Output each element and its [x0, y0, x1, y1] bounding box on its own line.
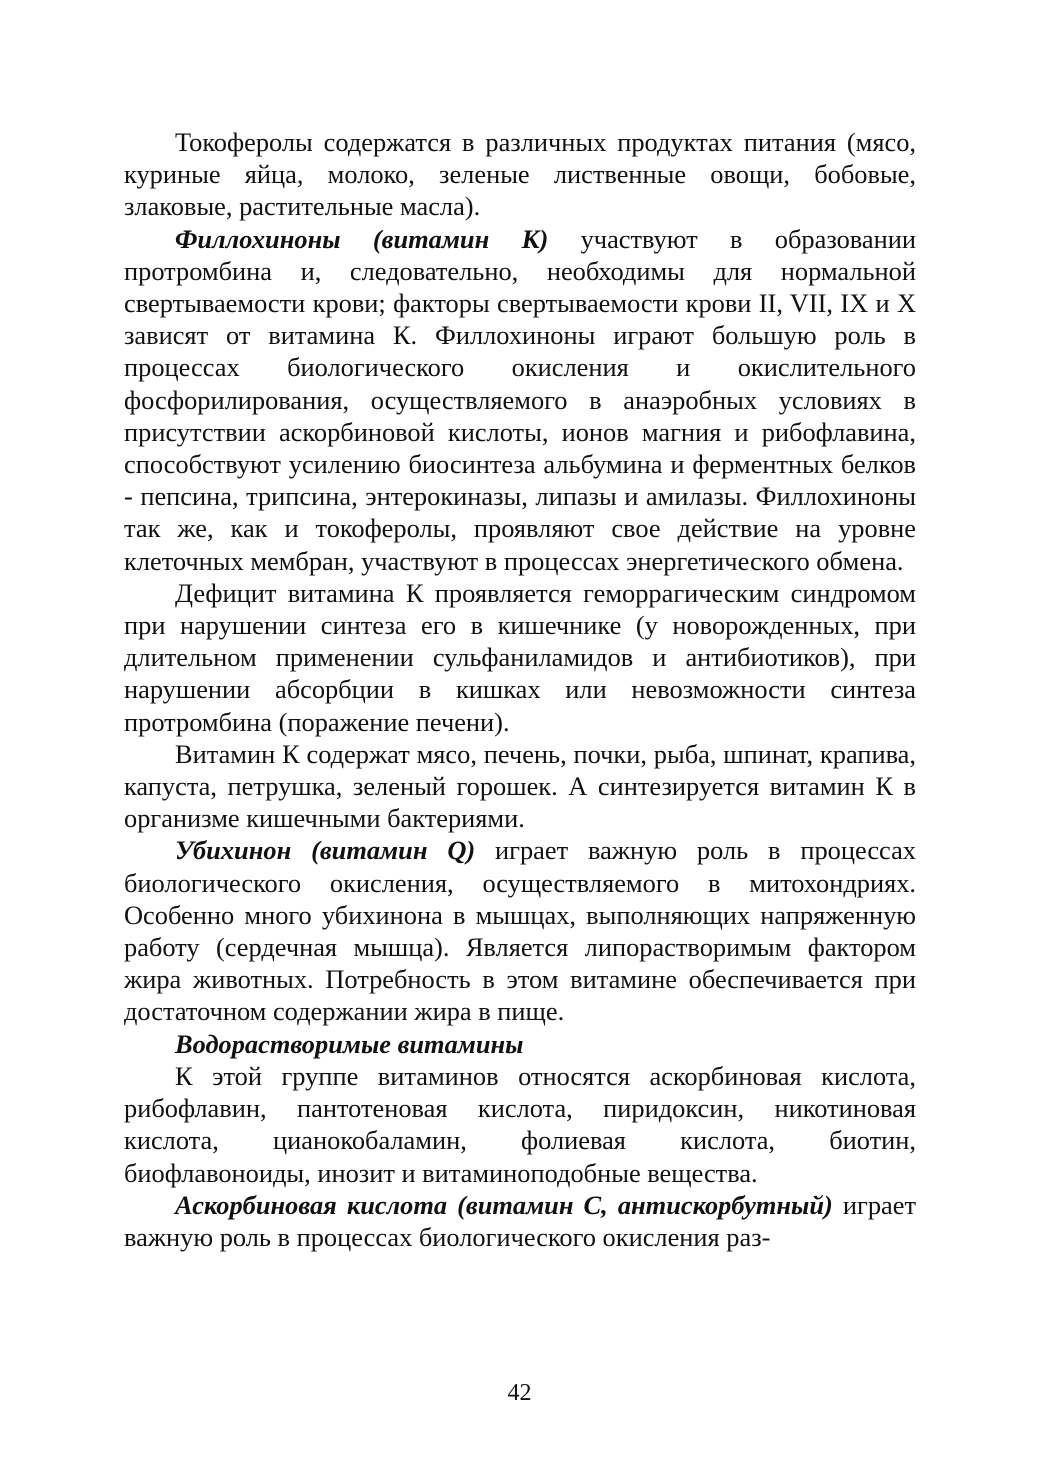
paragraph-tocopherol-sources: Токоферолы содержатся в различных продуктах питания (мясо, куриные яйца, молоко, зеленые лиственные овощи, бобовые, злаковые, растительные масла).	[124, 127, 916, 222]
term-phylloquinone: Филлохиноны (витамин К)	[175, 223, 549, 254]
paragraph-ascorbic-acid	[124, 1189, 916, 1253]
paragraph-vitamin-k-sources: Витамин К содержат мясо, печень, почки, рыба, шпинат, крапива, капуста, петрушка, зеленый горошек. А синтезируется витамин К в организме кишечными бактериями.	[124, 738, 916, 834]
paragraph-ubiquinone	[124, 834, 916, 1027]
paragraph-ascorbic-acid-text: играет важную роль в процессах биологического окисления раз-	[124, 1189, 917, 1252]
term-ubiquinone: Убихинон (витамин Q)	[175, 835, 476, 866]
paragraph-phylloquinone	[124, 223, 916, 577]
term-ascorbic-acid: Аскорбиновая кислота (витамин С, антискорбутный)	[175, 1189, 833, 1220]
section-heading-water-soluble: Водорастворимые витамины	[175, 1028, 524, 1059]
paragraph-water-soluble-group: К этой группе витаминов относятся аскорбиновая кислота, рибофлавин, пантотеновая кислота, пиридоксин, никотиновая кислота, цианокобаламин, фолиевая кислота, биотин, биофлавоноиды, инозит и витаминоподобные вещества.	[124, 1060, 916, 1188]
page-number: 42	[507, 1380, 532, 1406]
page-body	[124, 126, 916, 1253]
paragraph-ubiquinone-text: играет важную роль в процессах биологического окисления, осуществляемого в митохондриях. Особенно много убихинона в мышцах, выполняющих напряженную работу (сердечная мышца). Является липорастворимым фактором жира животных. Потребность в этом витамине обеспечивается при достаточном содержании жира в пище.	[124, 835, 916, 1027]
paragraph-phylloquinone-text: участвуют в образовании протромбина и, следовательно, необходимы для нормальной свертываемости крови; факторы свертываемости крови II, VII, IX и X зависят от витамина К. Филлохиноны играют большую роль в процессах биологического окисления и окислительного фосфорилирования, осуществляемого в анаэробных условиях в присутствии аскорбиновой кислоты, ионов магния и рибофлавина, способствуют усилению биосинтеза альбумина и ферментных белков - пепсина, трипсина, энтерокиназы, липазы и амилазы. Филлохиноны так же, как и токоферолы, проявляют свое действие на уровне клеточных мембран, участвуют в процессах энергетического обмена.	[124, 223, 916, 576]
paragraph-vitamin-k-deficiency: Дефицит витамина К проявляется геморрагическим синдромом при нарушении синтеза его в кишечнике (у новорожденных, при длительном применении сульфаниламидов и антибиотиков), при нарушении абсорбции в кишках или невозможности синтеза протромбина (поражение печени).	[124, 577, 916, 737]
